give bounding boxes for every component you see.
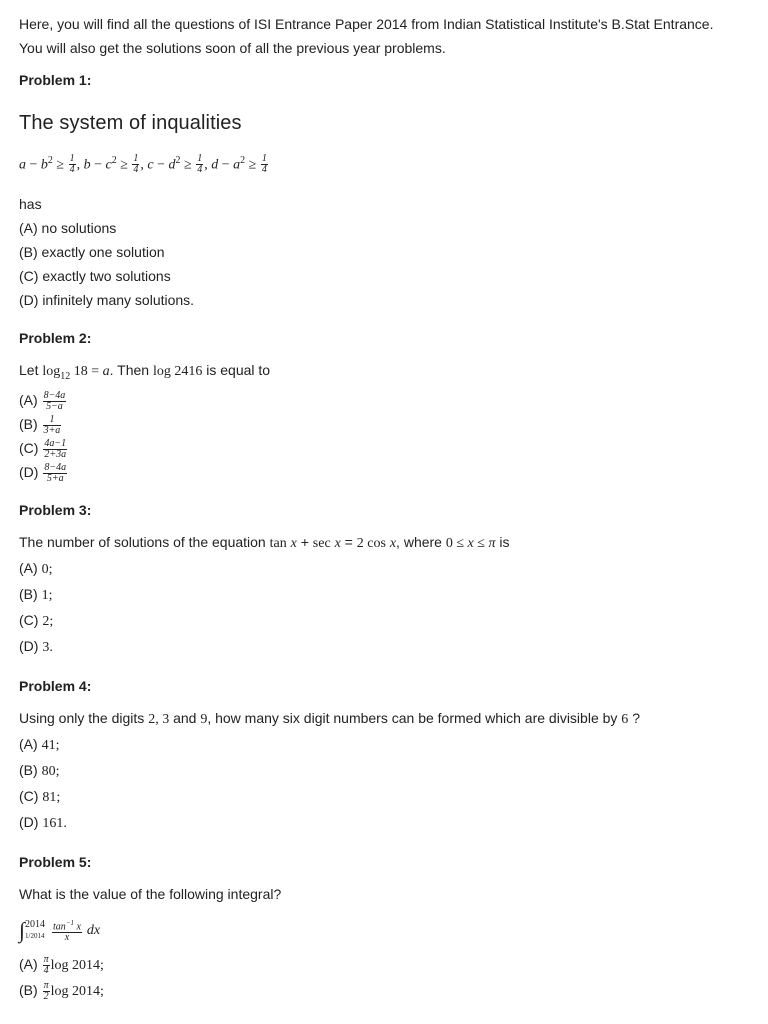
problem-1-heading: The system of inqualities xyxy=(19,112,242,134)
problem-3-option-c: (C) 2; xyxy=(19,612,54,630)
problem-4-option-b: (B) 80; xyxy=(19,762,60,780)
problem-1-inequalities: $a - b^2$ ≥ $\frac{1}{4}$ , $b - c^2$ ≥ $\frac{1}{4}$ , $c - d^2$ ≥ $\frac{1}{4}$ , $d - a^2$ ≥ $\frac{1}{4}$ xyxy=(19,153,267,176)
intro-line-2: You will also get the solutions soon of all the previous year problems. xyxy=(19,40,446,56)
problem-3-question: The number of solutions of the equation tan x + sec x = 2 cos x, where 0 ≤ x ≤ π is xyxy=(19,534,510,552)
problem-1-option-c: (C) exactly two solutions xyxy=(19,267,171,284)
problem-2-option-a: (A) $\frac{8-4a}{5-a}$ xyxy=(19,390,66,413)
problem-2-option-b: (B) $\frac{1}{3+a}$ xyxy=(19,414,61,437)
problem-3-option-a: (A) 0; xyxy=(19,560,53,578)
problem-1-has: has xyxy=(19,195,42,212)
problem-2-is-equal-to: is equal to xyxy=(206,361,271,378)
problem-4-option-a: (A) 41; xyxy=(19,736,60,754)
problem-1-title: Problem 1: xyxy=(19,72,92,88)
problem-2-question: Let $\log_{12} 18 = a$. Then log 2416 is equal to xyxy=(19,361,271,382)
problem-4-title: Problem 4: xyxy=(19,678,92,695)
intro-line-1: Here, you will find all the questions of ISI Entrance Paper 2014 from Indian Statistical Institute's B.Stat Entrance. xyxy=(19,16,714,32)
problem-2-title: Problem 2: xyxy=(19,329,92,346)
problem-4-option-d: (D) 161. xyxy=(19,814,67,832)
problem-3-option-b: (B) 1; xyxy=(19,586,53,604)
problem-5-integral: ∫2014 1/2014 $\frac{\tan^{-1} x}{x}$ dx xyxy=(19,917,101,944)
problem-2-then: . Then xyxy=(109,361,150,378)
problem-5-option-b: (B) $\frac{\pi}{2}$ log 2014; xyxy=(19,980,104,1003)
problem-2-option-c: (C) $\frac{4a-1}{2+3a}$ xyxy=(19,438,67,461)
problem-3-title: Problem 3: xyxy=(19,502,92,519)
problem-4-question: Using only the digits 2, 3 and 9, how many six digit numbers can be formed which are divisible by 6 ? xyxy=(19,710,640,728)
problem-2-option-d: (D) $\frac{8-4a}{5+a}$ xyxy=(19,462,67,485)
problem-4-option-c: (C) 81; xyxy=(19,788,61,806)
problem-1-option-a: (A) no solutions xyxy=(19,219,117,236)
problem-3-option-d: (D) 3. xyxy=(19,638,53,656)
problem-1-option-b: (B) exactly one solution xyxy=(19,243,165,260)
problem-5-question: What is the value of the following integral? xyxy=(19,886,282,903)
problem-5-option-a: (A) $\frac{\pi}{4}$ log 2014; xyxy=(19,954,104,977)
problem-1-option-d: (D) infinitely many solutions. xyxy=(19,291,195,308)
problem-2-let: Let xyxy=(19,361,39,378)
problem-5-title: Problem 5: xyxy=(19,854,92,871)
